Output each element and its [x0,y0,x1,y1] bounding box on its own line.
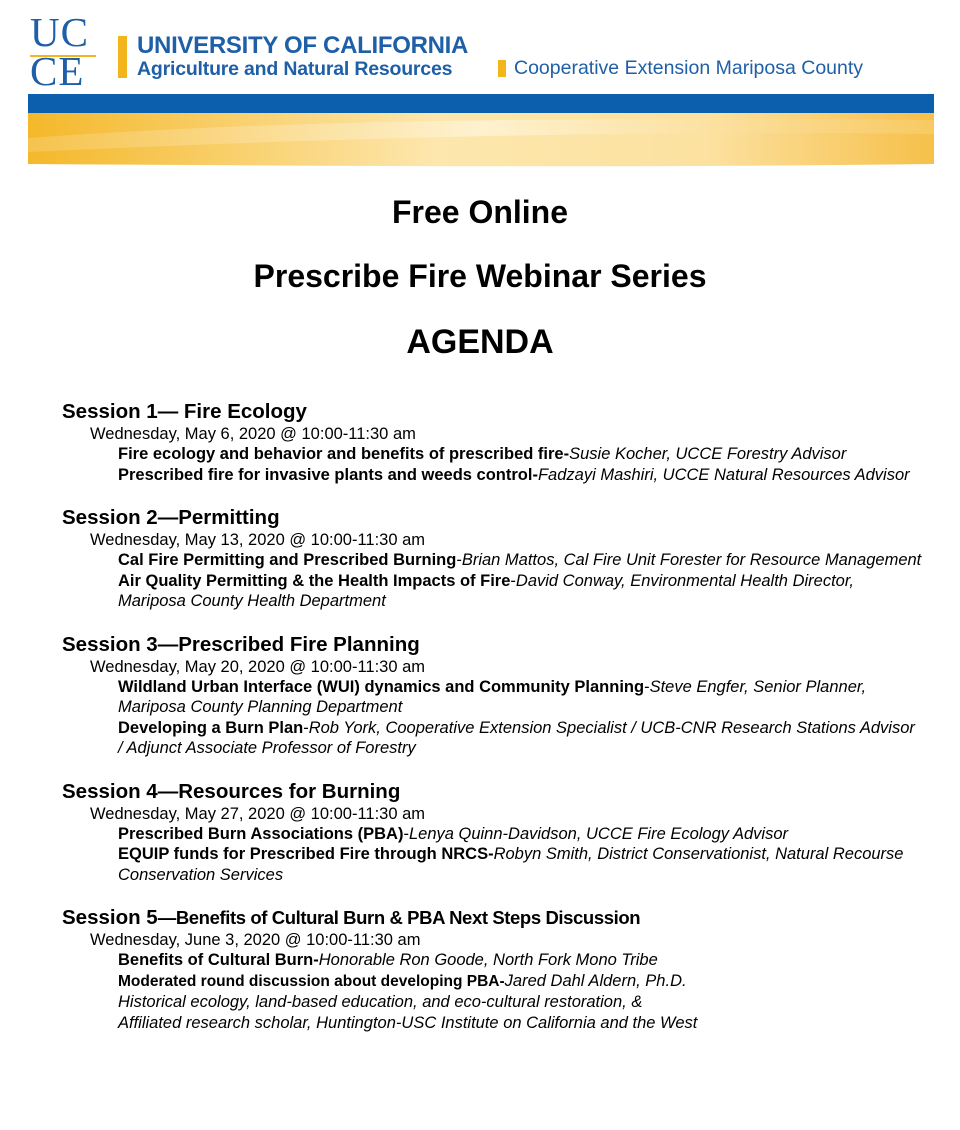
header-banner [28,94,934,170]
session-1 [62,400,922,485]
session-heading [62,906,922,930]
session-date: Wednesday, May 20, 2020 @ 10:00-11:30 am [90,657,426,676]
session-heading [62,633,922,657]
talk-separator: - [403,824,409,843]
session-3 [62,633,922,759]
talk-title: EQUIP funds for Prescribed Fire through NRCS- [118,845,494,863]
talk-title: Wildland Urban Interface (WUI) dynamics and Community Planning [118,677,645,696]
logo-line-uc: UC [30,9,89,55]
session-heading [62,780,922,804]
session-number: Session 1 [62,400,158,423]
session-topic: —Prescribed Fire Planning [157,632,420,656]
talk-item [62,971,922,993]
page-header [0,0,960,175]
title-agenda: AGENDA [406,323,554,361]
title-series-name: Prescribe Fire Webinar Series [253,258,707,294]
session-topic: —Benefits of Cultural Burn & PBA Next Steps Discussion [157,907,641,928]
talk-separator: - [456,551,462,569]
talk-title: Cal Fire Permitting and Prescribed Burning [118,551,457,569]
session-topic: — Fire Ecology [157,400,307,423]
ucce-logo [30,9,100,94]
talk-item [62,444,922,465]
university-name: UNIVERSITY OF CALIFORNIA [137,32,469,59]
session-number: Session 3 [62,632,158,656]
talk-item [62,718,922,759]
session-number: Session 2 [62,506,158,529]
talk-speaker: Honorable Ron Goode, North Fork Mono Tribe [318,951,658,969]
extension-name: Cooperative Extension Mariposa County [514,57,864,79]
talk-title: Fire ecology and behavior and benefits of prescribed fire [118,445,564,463]
banner-blue-stripe [28,94,934,113]
talk-item [62,950,922,971]
talk-item [62,571,922,612]
talk-separator: - [303,718,309,737]
session-5 [62,906,922,1033]
talk-separator: - [510,571,516,590]
agenda-list [62,400,922,1054]
talk-speaker: Fadzayi Mashiri, UCCE Natural Resources Advisor [537,465,910,484]
speaker-bio-line: Historical ecology, land-based education, and eco-cultural restoration, & [118,993,643,1011]
talk-speaker: Brian Mattos, Cal Fire Unit Forester for Resource Management [461,551,922,569]
talk-title: Moderated round discussion about developing PBA- [118,972,505,990]
talk-speaker: Lenya Quinn-Davidson, UCCE Fire Ecology Advisor [408,824,789,843]
talk-separator: - [532,465,538,484]
session-2 [62,506,922,612]
talk-speaker: Rob York, Cooperative Extension Specialist / UCB-CNR Research Stations Advisor / Adjunct Associate Professor of Forestry [118,718,915,757]
session-date: Wednesday, June 3, 2020 @ 10:00-11:30 am [90,931,421,949]
gold-accent-bar [118,36,127,78]
talk-item [62,844,922,885]
talk-speaker: Jared Dahl Aldern, Ph.D. [504,971,687,990]
talk-speaker: Robyn Smith, District Conservationist, Natural Recourse Conservation Services [118,845,904,884]
gold-accent-bar-small [498,60,506,77]
session-4 [62,780,922,886]
session-date: Wednesday, May 6, 2020 @ 10:00-11:30 am [90,425,416,443]
session-number: Session 5 [62,906,158,929]
title-free-online: Free Online [391,194,569,230]
session-heading [62,400,922,424]
talk-title: Prescribed Burn Associations (PBA) [118,824,404,843]
talk-title: Air Quality Permitting & the Health Impacts of Fire [118,571,511,590]
session-heading [62,506,922,530]
talk-speaker: Steve Engfer, Senior Planner, Mariposa County Planning Department [118,677,867,716]
session-number: Session 4 [62,779,158,803]
talk-item [62,465,922,486]
division-name: Agriculture and Natural Resources [137,58,453,80]
talk-speaker: David Conway, Environmental Health Director, Mariposa County Health Department [118,571,854,610]
talk-title: Developing a Burn Plan [118,718,304,737]
talk-item [62,824,922,845]
logo-line-ce: CE [30,48,85,94]
talk-separator: - [563,445,570,463]
session-date: Wednesday, May 13, 2020 @ 10:00-11:30 am [90,531,426,549]
session-topic: —Permitting [157,506,280,529]
talk-item [62,677,922,718]
talk-separator: - [644,677,650,696]
talk-item [62,550,922,571]
session-topic: —Resources for Burning [157,779,401,803]
talk-speaker: Susie Kocher, UCCE Forestry Advisor [569,445,847,463]
talk-title: Benefits of Cultural Burn- [118,951,319,969]
session-date: Wednesday, May 27, 2020 @ 10:00-11:30 am [90,804,426,823]
speaker-bio-line: Affiliated research scholar, Huntington-USC Institute on California and the West [118,1013,698,1032]
talk-title: Prescribed fire for invasive plants and weeds control [118,465,533,484]
